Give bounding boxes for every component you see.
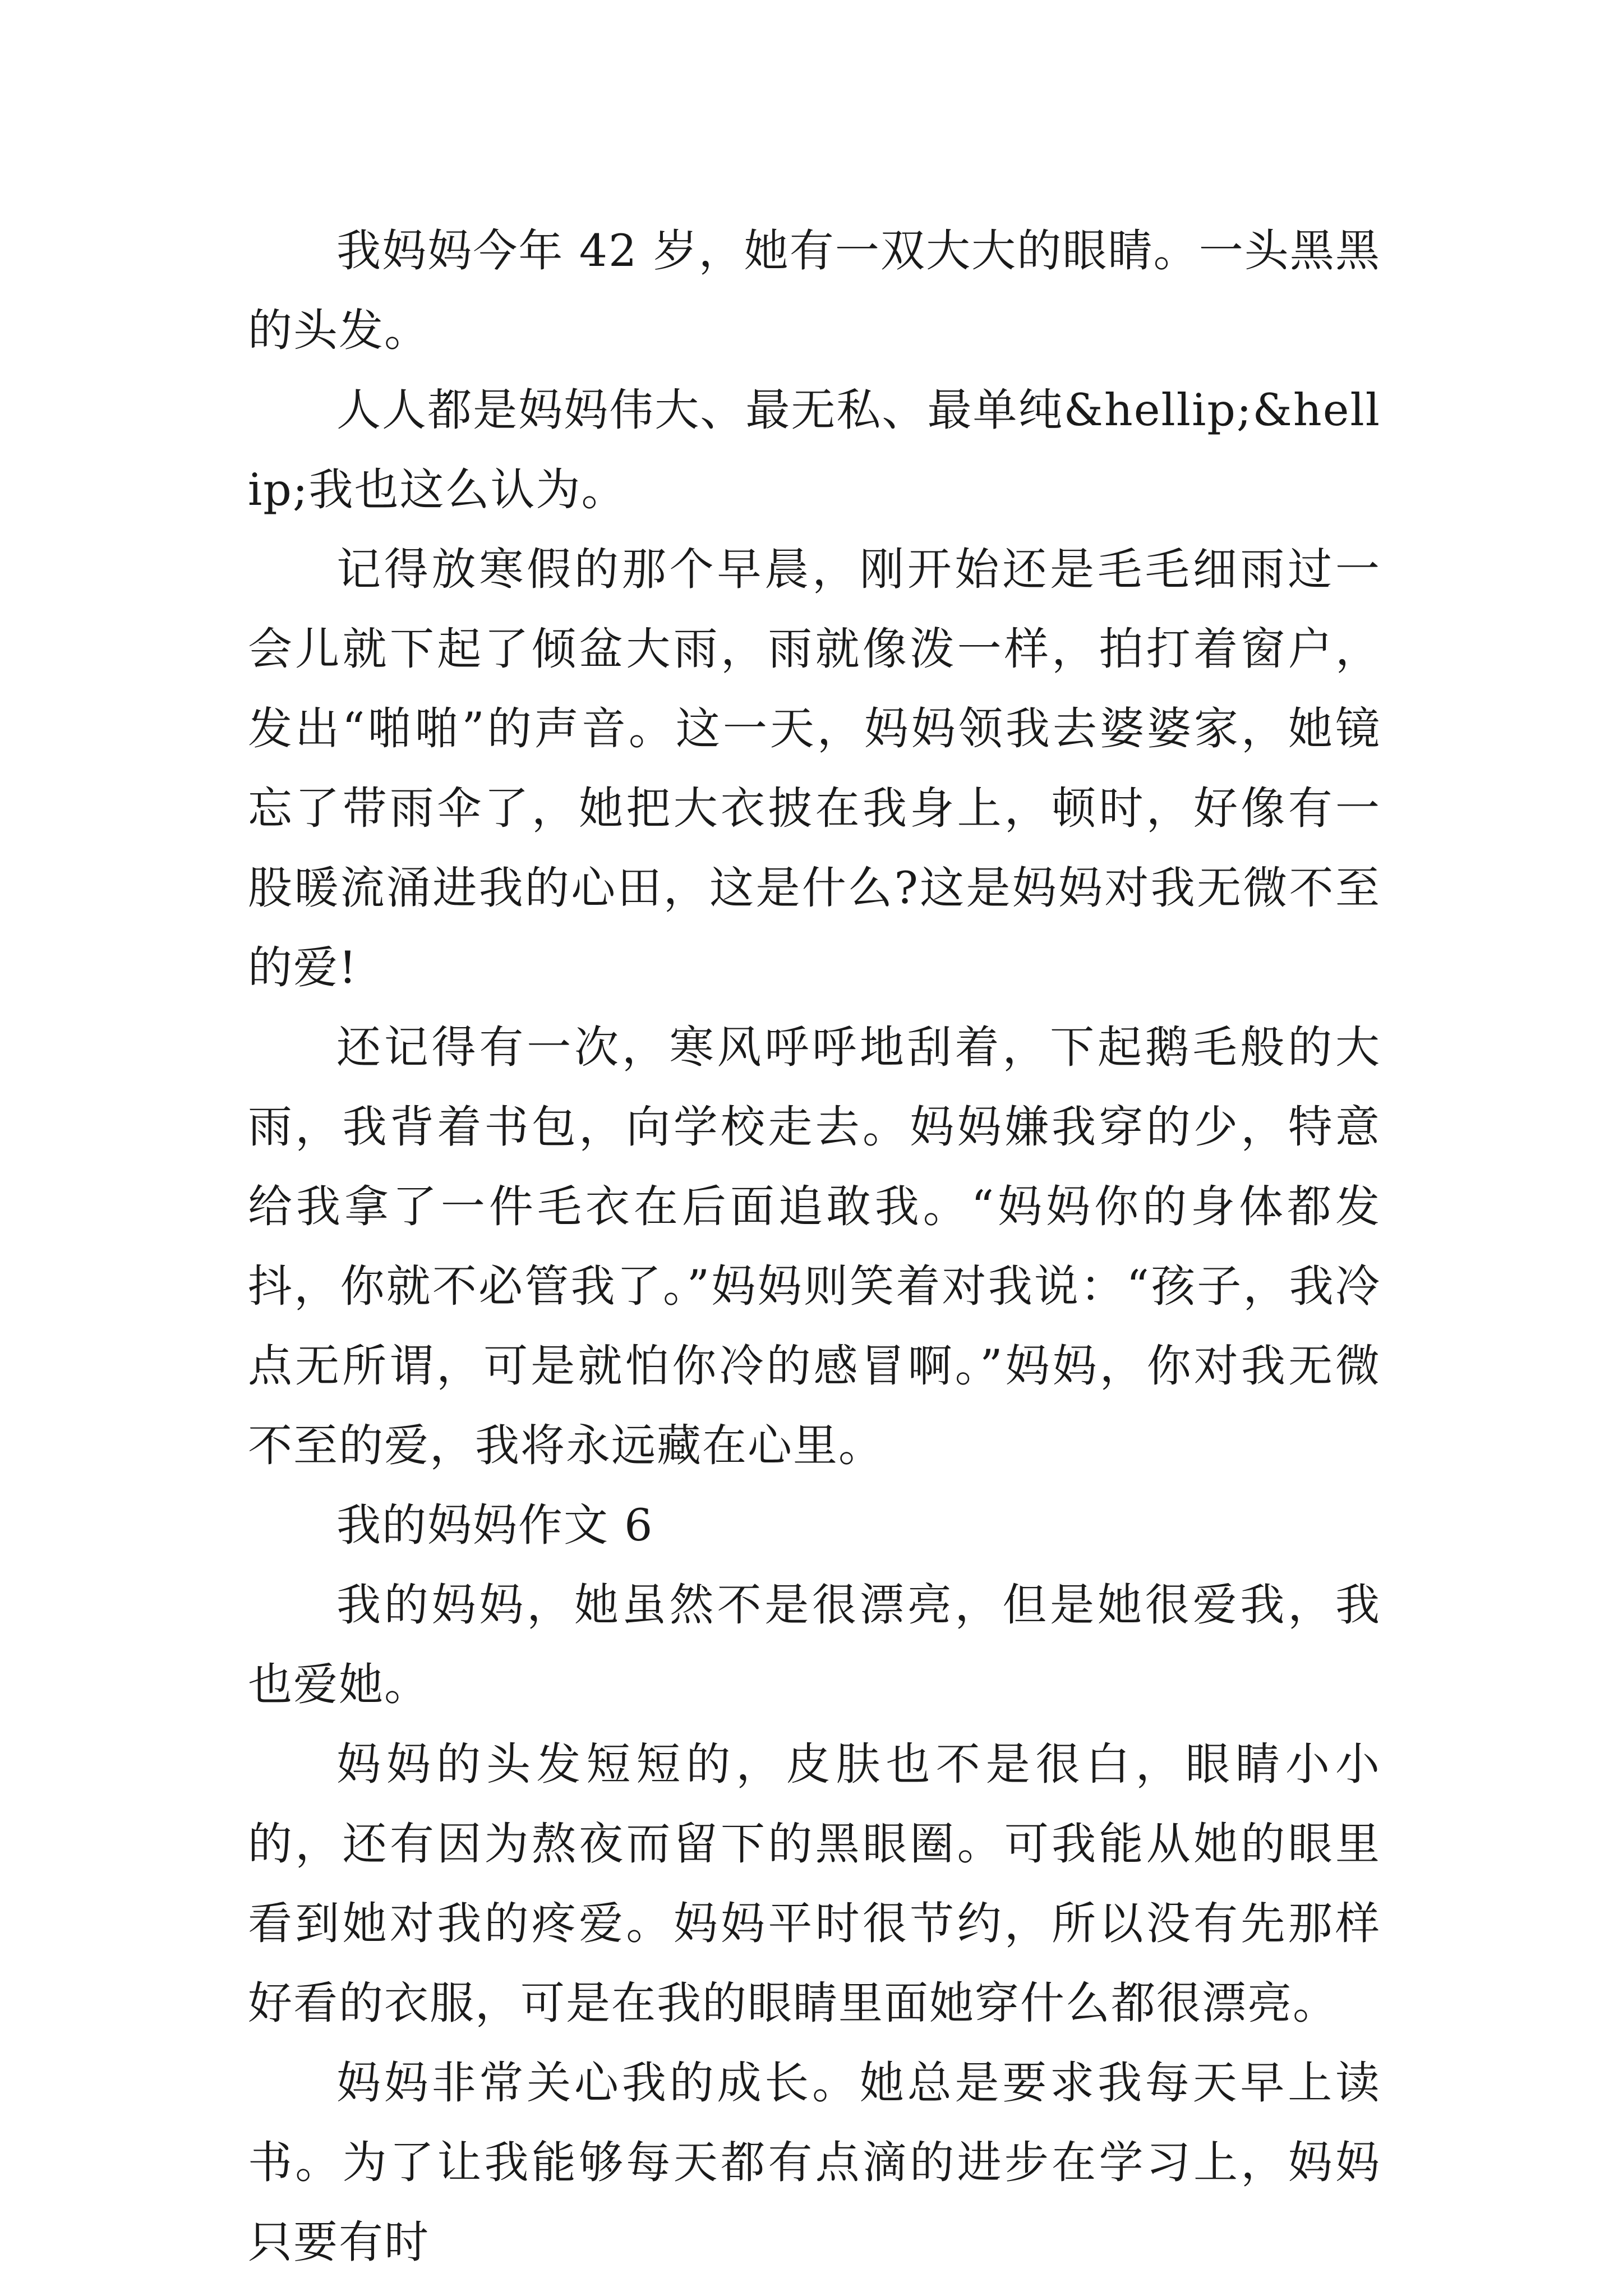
paragraph-winter-rain: 记得放寒假的那个早晨，刚开始还是毛毛细雨过一会儿就下起了倾盆大雨，雨就像泼一样，拍打着窗户，发出“啪啪”的声音。这一天，妈妈领我去婆婆家，她镜忘了带雨伞了，她把大衣披在我身上，顿时，好像有一股暖流涌进我的心田，这是什么?这是妈妈对我无微不至的爱! xyxy=(248,544,1381,993)
document-body xyxy=(248,211,1381,2282)
essay-heading: 我的妈妈作文 6 xyxy=(336,1499,654,1551)
paragraph-mother-age: 我妈妈今年 42 岁，她有一双大大的眼睛。一头黑黑的头发。 xyxy=(248,225,1381,356)
paragraph-cold-wind: 还记得有一次，寒风呼呼地刮着，下起鹅毛般的大雨，我背着书包，向学校走去。妈妈嫌我穿的少，特意给我拿了一件毛衣在后面追敢我。“妈妈你的身体都发抖，你就不必管我了。”妈妈则笑着对我说：“孩子，我冷点无所谓，可是就怕你冷的感冒啊。”妈妈，你对我无微不至的爱，我将永远藏在心里。 xyxy=(248,1022,1381,1471)
paragraph-mother-care: 妈妈非常关心我的成长。她总是要求我每天早上读书。为了让我能够每天都有点滴的进步在学习上，妈妈只要有时 xyxy=(248,2057,1381,2268)
paragraph-my-mother: 我的妈妈，她虽然不是很漂亮，但是她很爱我，我也爱她。 xyxy=(248,1579,1381,1710)
paragraph-mother-appearance: 妈妈的头发短短的，皮肤也不是很白，眼睛小小的，还有因为熬夜而留下的黑眼圈。可我能从她的眼里看到她对我的疼爱。妈妈平时很节约，所以没有先那样好看的衣服，可是在我的眼睛里面她穿什么都很漂亮。 xyxy=(248,1738,1381,2029)
paragraph-mother-great: 人人都是妈妈伟大、最无私、最单纯&hellip;&hellip;我也这么认为。 xyxy=(248,384,1381,516)
